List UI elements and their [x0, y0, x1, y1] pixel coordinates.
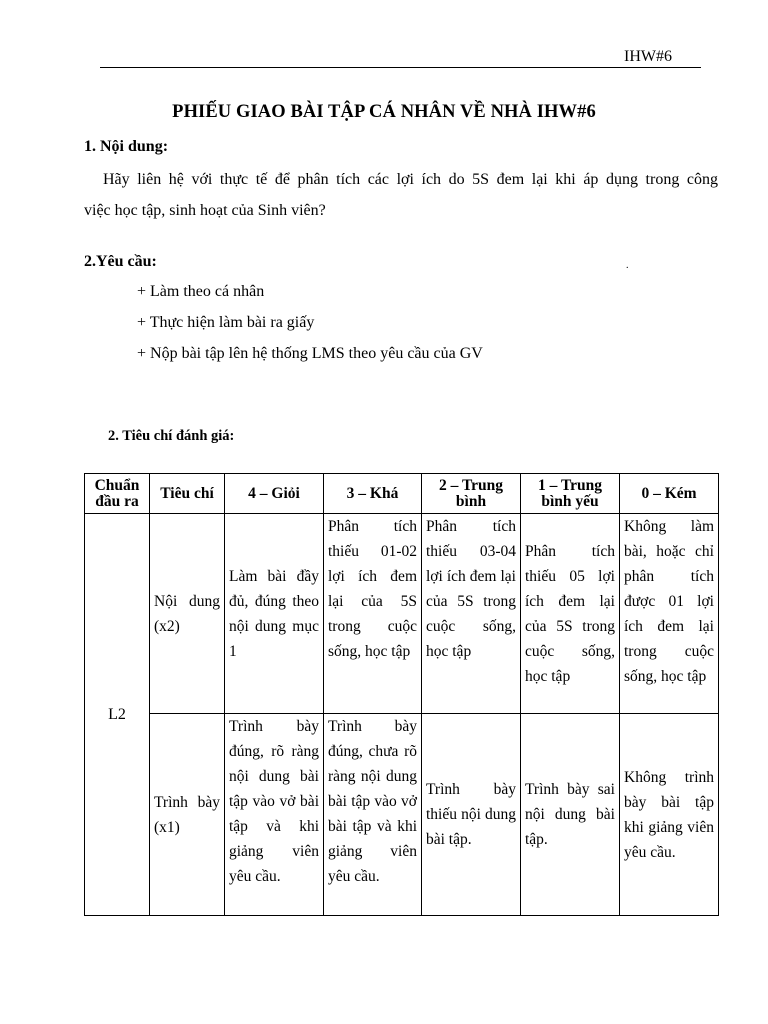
criterion-text: Trình bày (x1): [154, 793, 220, 836]
stray-dot: .: [626, 260, 629, 271]
document-code: IHW#6: [624, 48, 672, 65]
rubric-text: Phân tích thiếu 01-02 lợi ích đem lại của 5S trong cuộc sống, học tập: [328, 518, 417, 660]
rubric-cell: [620, 514, 719, 714]
requirement-item: + Nộp bài tập lên hệ thống LMS theo yêu cầu của GV: [137, 345, 483, 362]
criteria-heading: 2. Tiêu chí đánh giá:: [108, 428, 235, 444]
header-cell: 1 – Trung bình yếu: [521, 474, 620, 514]
criterion-cell: [150, 514, 225, 714]
rubric-table: [84, 473, 719, 916]
header-cell: 0 – Kém: [620, 474, 719, 514]
rubric-cell: [324, 714, 422, 916]
content-heading: 1. Nội dung:: [84, 138, 169, 155]
rubric-text: Trình bày đúng, chưa rõ ràng nội dung bài tập vào vở bài tập và khi giảng viên yêu cầu.: [328, 718, 417, 885]
page-title: PHIẾU GIAO BÀI TẬP CÁ NHÂN VỀ NHÀ IHW#6: [172, 102, 596, 122]
rubric-cell: [422, 714, 521, 916]
table-row: [85, 714, 719, 916]
rubric-text: Không trình bày bài tập khi giảng viên yêu cầu.: [624, 768, 714, 861]
rubric-cell: [521, 514, 620, 714]
header-cell: 4 – Giỏi: [225, 474, 324, 514]
table-row: [85, 514, 719, 714]
rubric-text: Làm bài đầy đủ, đúng theo nội dung mục 1: [229, 567, 319, 660]
header-cell: Chuẩn đầu ra: [85, 474, 150, 514]
header-cell: 2 – Trung bình: [422, 474, 521, 514]
rubric-cell: [225, 514, 324, 714]
table-header-row: [85, 474, 719, 514]
rubric-cell: [620, 714, 719, 916]
requirement-item: + Thực hiện làm bài ra giấy: [137, 314, 315, 331]
rubric-text: Trình bày đúng, rõ ràng nội dung bài tập vào vở bài tập và khi giảng viên yêu cầu.: [229, 718, 319, 885]
rubric-text: Không làm bài, hoặc chỉ phân tích được 01 lợi ích đem lại trong cuộc sống, học tập: [624, 518, 714, 685]
rubric-text: Trình bày sai nội dung bài tập.: [525, 781, 615, 848]
requirement-item: + Làm theo cá nhân: [137, 283, 265, 300]
rubric-text: Trình bày thiếu nội dung bài tập.: [426, 781, 516, 848]
content-paragraph: [84, 164, 718, 226]
learning-outcome-cell: L2: [85, 514, 150, 916]
rubric-cell: [324, 514, 422, 714]
content-line-1: Hãy liên hệ với thực tế để phân tích các lợi ích do 5S đem lại khi áp dụng trong công: [103, 171, 718, 188]
rubric-text: Phân tích thiếu 03-04 lợi ích đem lại của 5S trong cuộc sống, học tập: [426, 518, 516, 660]
content-line-2: việc học tập, sinh hoạt của Sinh viên?: [84, 202, 326, 219]
rubric-cell: [225, 714, 324, 916]
header-cell: Tiêu chí: [150, 474, 225, 514]
rubric-text: Phân tích thiếu 05 lợi ích đem lại của 5S trong cuộc sống, học tập: [525, 542, 615, 685]
header-cell: 3 – Khá: [324, 474, 422, 514]
criterion-text: Nội dung (x2): [154, 592, 220, 635]
criterion-cell: [150, 714, 225, 916]
rubric-cell: [422, 514, 521, 714]
header-divider: [100, 67, 701, 68]
rubric-cell: [521, 714, 620, 916]
requirements-heading: 2.Yêu cầu:: [84, 253, 157, 270]
